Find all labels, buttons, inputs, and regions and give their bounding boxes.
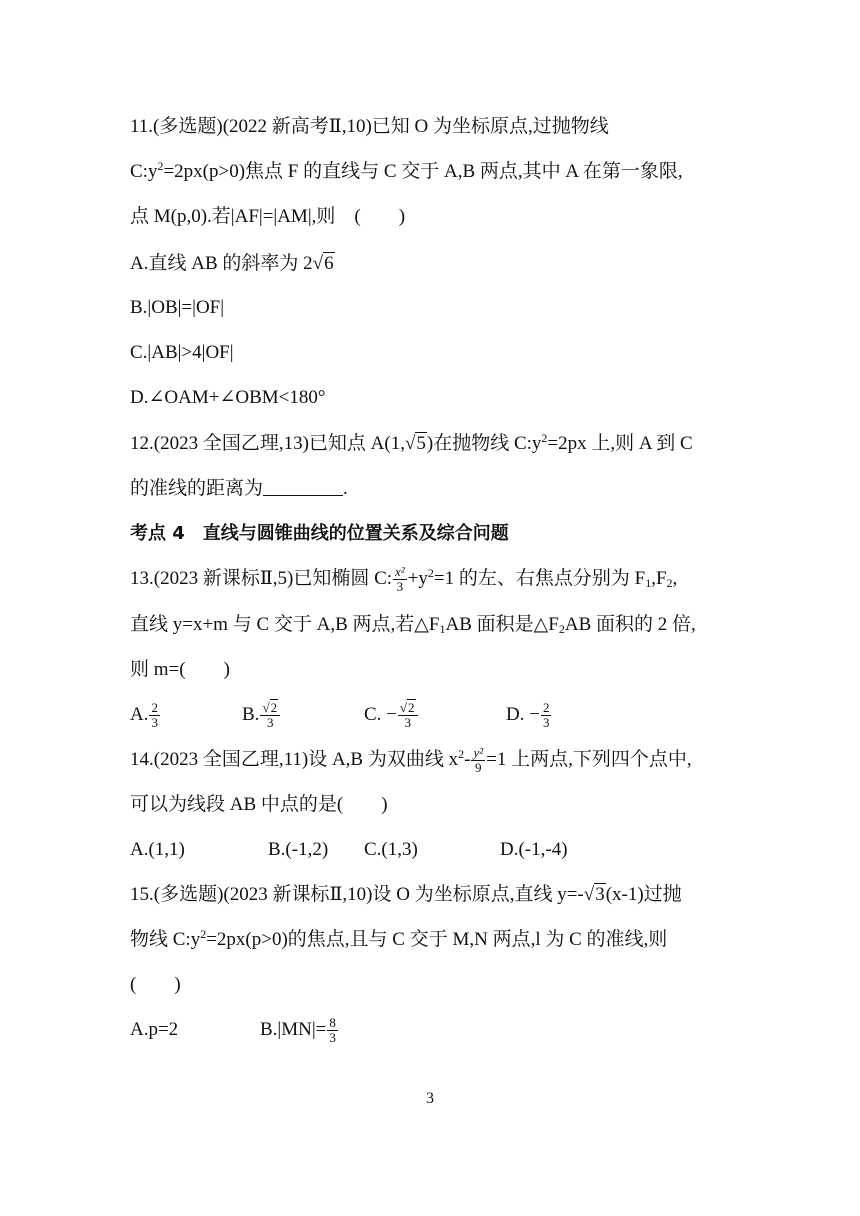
text: 可以为线段 AB 中点的是( ): [130, 794, 388, 815]
numerator: 2: [151, 700, 158, 716]
option-text: A.p=2: [130, 1019, 179, 1040]
q15-line3: [130, 971, 181, 999]
text: 则 m=( ): [130, 659, 230, 680]
q14-line2: [130, 791, 388, 819]
radicand: 2: [270, 700, 278, 716]
text: F: [548, 614, 559, 635]
text: -: [464, 749, 471, 770]
fraction: [471, 746, 485, 775]
numerator: 8: [329, 1015, 336, 1031]
q15-option-a: [130, 1016, 178, 1044]
q11-option-d: [130, 384, 325, 412]
numerator: x²: [395, 564, 405, 580]
subscript: 2: [666, 576, 673, 590]
superscript: 2: [157, 159, 164, 173]
triangle-symbol: △: [533, 614, 549, 635]
text: 15.(多选题)(2023 新课标Ⅱ,10)设 O 为坐标原点,直线 y=-: [130, 884, 584, 905]
superscript: 2: [458, 747, 465, 761]
denominator: 3: [267, 715, 274, 731]
q11-option-c: [130, 339, 234, 367]
q15-line2: [130, 926, 667, 954]
subscript: 1: [439, 622, 446, 636]
numerator: √2: [260, 701, 280, 716]
text: =1 上两点,下列四个点中,: [486, 749, 692, 770]
q14-option-d: [500, 836, 568, 864]
text: +y: [407, 568, 428, 589]
q12-line2: [130, 475, 348, 503]
numerator: 2: [542, 700, 550, 716]
option-text: B.(-1,2): [268, 839, 329, 860]
q15-option-b: [260, 1016, 339, 1045]
superscript: 2: [427, 566, 434, 580]
fraction: [393, 565, 407, 594]
page-number: 3: [426, 1090, 434, 1107]
subscript: 2: [558, 622, 565, 636]
denominator: 3: [151, 715, 158, 731]
triangle-symbol: △: [414, 614, 429, 635]
denominator: 3: [542, 715, 550, 731]
text: 直线 y=x+m 与 C 交于 A,B 两点,若: [130, 614, 415, 635]
text: 14.(2023 全国乙理,11)设 A,B 为双曲线 x: [130, 749, 459, 770]
option-label: C. −: [364, 704, 397, 725]
text: .: [343, 478, 348, 499]
radicand: 5: [416, 433, 426, 454]
denominator: 3: [329, 1030, 336, 1046]
radicand: 3: [595, 884, 605, 905]
text: )在抛物线 C:y: [426, 433, 542, 454]
q14-line1: [130, 746, 692, 775]
text: (x-1)过抛: [605, 884, 682, 905]
denominator: 9: [475, 760, 482, 776]
q11-option-b: [130, 294, 224, 322]
q13-option-a: [130, 701, 161, 730]
option-label: D. −: [506, 704, 540, 725]
q15-line1: [130, 881, 682, 909]
denominator: 3: [396, 579, 404, 595]
text: AB 面积是: [445, 614, 534, 635]
q11-stem-text: 11.(多选题)(2022 新高考Ⅱ,10)已知 O 为坐标原点,过抛物线: [130, 116, 609, 137]
sqrt-symbol: √3: [583, 884, 605, 905]
fraction: [327, 1016, 338, 1045]
q11-option-a: [130, 250, 335, 278]
text: ,: [672, 568, 678, 589]
text: F: [428, 614, 440, 635]
fraction: [541, 701, 552, 730]
option-text: C.(1,3): [364, 839, 418, 860]
text: =2px 上,则 A 到 C: [547, 433, 693, 454]
answer-blank: [263, 477, 343, 496]
radicand: 2: [408, 700, 415, 716]
q13-line2: [130, 611, 696, 639]
section-heading: [130, 520, 509, 548]
q13-option-c: [364, 701, 419, 730]
text: =1 的左、右焦点分别为 F: [433, 568, 646, 589]
text: 点 M(p,0).若|AF|=|AM|,则 ( ): [130, 206, 406, 227]
q11-line1: [130, 113, 609, 141]
text: =2px(p>0)焦点 F 的直线与 C 交于 A,B 两点,其中 A 在第一象限,: [163, 161, 683, 182]
option-text: A.直线 AB 的斜率为 2: [130, 253, 313, 274]
option-label: A.: [130, 704, 149, 725]
fraction: [398, 701, 418, 730]
text: =2px(p>0)的焦点,且与 C 交于 M,N 两点,l 为 C 的准线,则: [206, 929, 668, 950]
fraction: [149, 701, 160, 730]
q14-option-c: [364, 836, 418, 864]
q14-option-a: [130, 836, 185, 864]
numerator: √2: [398, 701, 418, 716]
sqrt-symbol: √6: [312, 253, 334, 274]
superscript: 2: [200, 927, 207, 941]
text: ( ): [130, 974, 181, 995]
q11-line3: [130, 203, 405, 231]
option-label: B.: [242, 704, 260, 725]
text: 13.(2023 新课标Ⅱ,5)已知椭圆 C:: [130, 568, 393, 589]
q11-line2: [130, 158, 683, 186]
fraction: [260, 701, 280, 730]
denominator: 3: [404, 715, 411, 731]
text: 的准线的距离为: [130, 478, 264, 499]
text: 12.(2023 全国乙理,13)已知点 A(1,: [130, 433, 405, 454]
q14-option-b: [268, 836, 328, 864]
text: AB 面积的 2 倍,: [564, 614, 696, 635]
q13-line1: [130, 565, 677, 594]
q13-option-b: [242, 701, 281, 730]
radicand: 6: [324, 253, 334, 274]
numerator: y²: [473, 745, 484, 761]
sqrt-symbol: √5: [404, 433, 426, 454]
section-title: 考点 4 直线与圆锥曲线的位置关系及综合问题: [130, 523, 509, 544]
q13-line3: [130, 656, 230, 684]
subscript: 1: [645, 576, 652, 590]
q13-option-d: [506, 701, 552, 730]
superscript: 2: [541, 431, 548, 445]
text: C:y: [130, 161, 158, 182]
text: 物线 C:y: [130, 929, 201, 950]
q12-line1: [130, 430, 693, 458]
option-text: A.(1,1): [130, 839, 185, 860]
option-text: B.|OB|=|OF|: [130, 297, 225, 318]
option-text: D.(-1,-4): [500, 839, 568, 860]
text: ,F: [651, 568, 667, 589]
option-text: C.|AB|>4|OF|: [130, 342, 234, 363]
option-label: B.|MN|=: [260, 1019, 327, 1040]
option-text: D.∠OAM+∠OBM<180°: [130, 387, 326, 408]
